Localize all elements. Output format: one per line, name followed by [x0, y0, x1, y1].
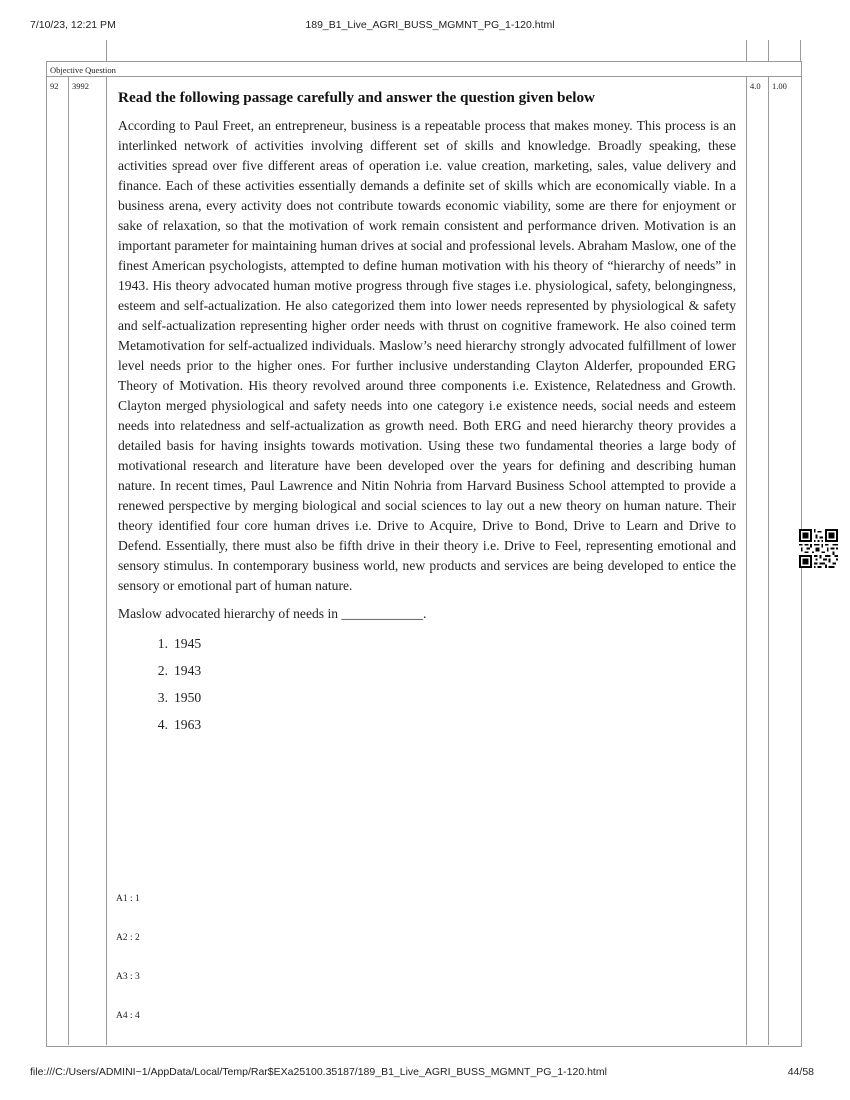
column-divider	[746, 77, 747, 1045]
column-divider	[800, 40, 801, 62]
answer-key-1: A1 : 1	[116, 894, 140, 904]
option-item: 4. 1963	[157, 717, 202, 732]
question-stem: Maslow advocated hierarchy of needs in ____________.	[118, 606, 427, 621]
print-doc-title: 189_B1_Live_AGRI_BUSS_MGMNT_PG_1-120.html	[305, 19, 555, 31]
question-block	[118, 88, 736, 738]
negative-marks: 1.00	[772, 81, 787, 91]
column-divider	[106, 40, 107, 62]
answer-key-2: A2 : 2	[116, 933, 140, 943]
option-item: 3. 1950	[157, 690, 202, 705]
column-divider	[768, 40, 769, 62]
option-item: 1. 1945	[157, 636, 202, 651]
marks: 4.0	[750, 81, 761, 91]
question-id: 3992	[72, 81, 89, 91]
options-list	[118, 630, 736, 738]
print-footer	[30, 1066, 814, 1082]
answer-key-4: A4 : 4	[116, 1011, 140, 1021]
column-divider	[106, 77, 107, 1045]
print-file-path: file:///C:/Users/ADMINI~1/AppData/Local/Temp/Rar$EXa25100.35187/189_B1_Live_AGRI_BUSS_MGMNT_PG_1-120.html	[30, 1066, 607, 1078]
passage-text: According to Paul Freet, an entrepreneur, business is a repeatable process that makes money. This process is an interlinked network of activities involving different set of skills and knowledge. Broadly speaking, these activities spread over five different areas of operation i.e. value creation, marketing, sales, value delivery and finance. Each of these activities essentially demands a definite set of skills which are economically viable. In a business arena, every activity does not contribute towards economic viability, some are there for enjoyment or sake of relaxation, so that the motivation of work remain consistent and performance driven. Motivation is an important parameter for maintaining human drives at social and professional levels. Abraham Maslow, one of the finest American psychologists, attempted to define human motivation with his theory of “hierarchy of needs” in 1943. His theory advocated human motive progress through five stages i.e. physiological, safety, belongingness, esteem and self-actualization. He also categorized them into lower needs represented by physiological & safety and self-actualization representing higher order needs with thrust on cognitive framework. He also coined term Metamotivation for self-actualized individuals. Maslow’s need hierarchy strongly advocated fulfillment of lower level needs prior to the higher ones. For further inclusive understanding Clayton Alderfer, propounded ERG Theory of Motivation. His theory revolved around three components i.e. Existence, Relatedness and Growth. Clayton merged physiological and safety needs into one category i.e existence needs, social needs and esteem needs into relatedness and self-actualization as growth need. Both ERG and need hierarchy theory provides a detailed basis for having insights towards motivation. Using these two fundamental theories a large body of motivational research and literature have been developed over the years for defining and describing human nature. In recent times, Paul Lawrence and Nitin Nohria from Harvard Business School attempted to provide a renewed perspective by merging biological and social sciences to lay out a new theory on human nature. Their theory identified four core human drives i.e. Drive to Acquire, Drive to Bond, Drive to Learn and Drive to Defend. Essentially, there must also be fifth drive in their theory i.e. Drive to Feel, representing emotional and sensory stimulus. In contemporary business world, new products and services are being developed to entice the sensory or emotional part of human nature.	[118, 118, 736, 593]
answer-key-3: A3 : 3	[116, 972, 140, 982]
print-timestamp: 7/10/23, 12:21 PM	[30, 19, 116, 31]
serial-number: 92	[50, 81, 59, 91]
row-divider	[46, 76, 801, 77]
question-heading: Read the following passage carefully and answer the question given below	[118, 89, 596, 106]
option-item: 2. 1943	[157, 663, 202, 678]
section-label: Objective Question	[50, 65, 116, 75]
qr-code-icon	[799, 529, 838, 568]
column-divider	[68, 77, 69, 1045]
column-divider	[746, 40, 747, 62]
print-header	[30, 19, 830, 35]
column-divider	[768, 77, 769, 1045]
print-page-number: 44/58	[787, 1066, 814, 1078]
